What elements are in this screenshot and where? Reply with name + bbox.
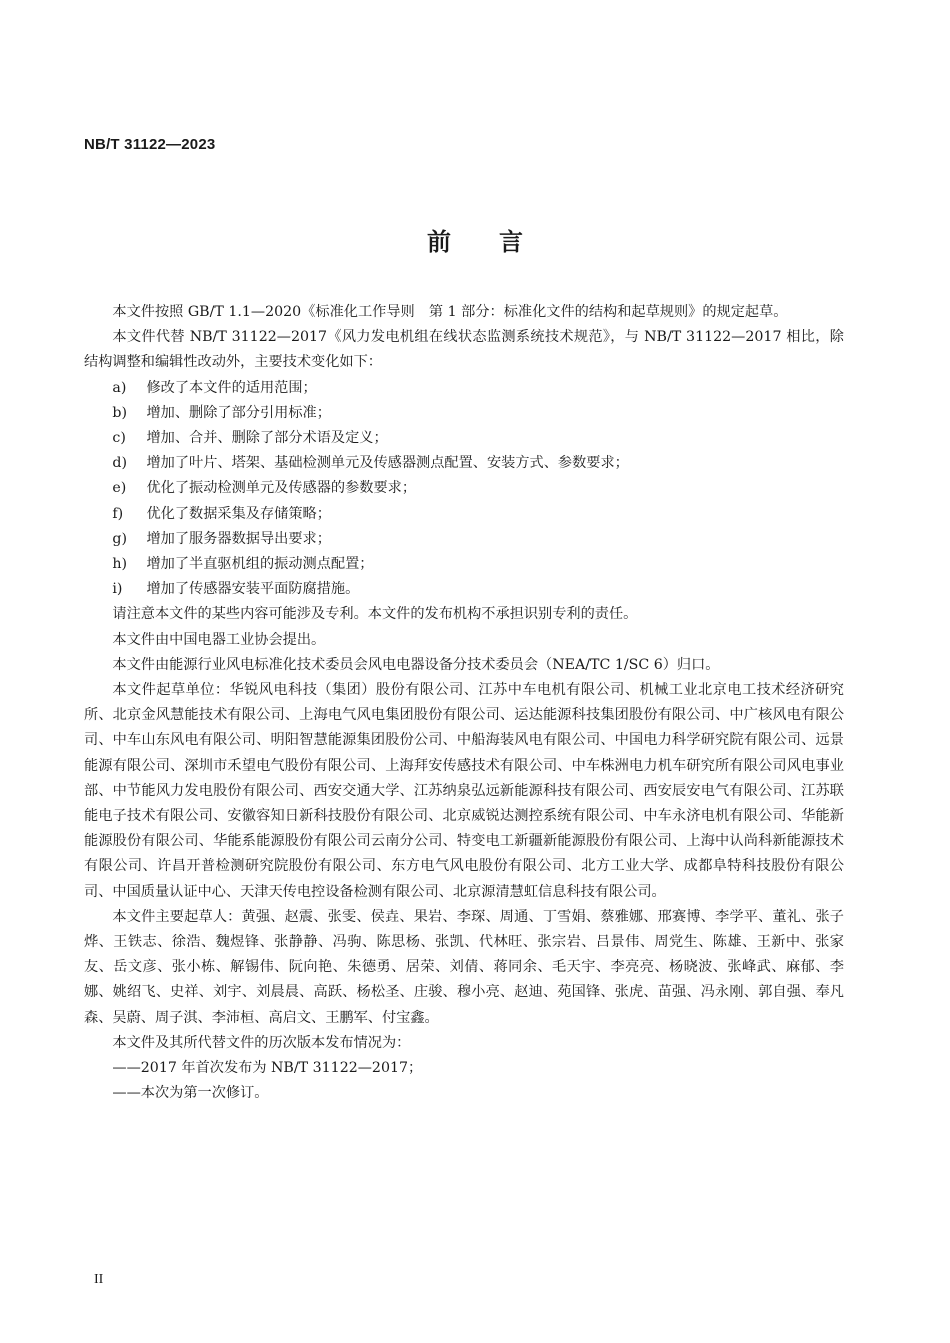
list-item — [84, 527, 844, 552]
list-marker: a) — [112, 379, 127, 396]
list-text: 增加了服务器数据导出要求； — [146, 530, 331, 547]
list-marker: b) — [112, 404, 128, 421]
list-text: 增加了叶片、塔架、基础检测单元及传感器测点配置、安装方式、参数要求； — [146, 455, 629, 472]
list-item — [84, 502, 844, 527]
paragraph-replacement: 本文件代替 NB/T 31122—2017《风力发电机组在线状态监测系统技术规范》，与 NB/T 31122—2017 相比，除结构调整和编辑性改动外，主要技术变化如下： — [84, 329, 844, 371]
changes-list — [84, 376, 844, 603]
list-marker: c) — [112, 430, 126, 447]
list-marker: f) — [112, 505, 124, 522]
list-text: 修改了本文件的适用范围； — [146, 379, 317, 396]
paragraph-proposer: 本文件由中国电器工业协会提出。 — [112, 631, 326, 648]
list-item — [84, 552, 844, 577]
list-item — [84, 451, 844, 476]
list-text: 增加了半直驱机组的振动测点配置； — [146, 556, 374, 573]
history-entry-first: ——2017 年首次发布为 NB/T 31122—2017； — [112, 1060, 423, 1077]
history-entry-current: ——本次为第一次修订。 — [112, 1085, 269, 1102]
list-item — [84, 401, 844, 426]
standard-code: NB/T 31122—2023 — [84, 136, 216, 153]
paragraph-drafters: 本文件主要起草人：黄强、赵震、张雯、侯垚、果岩、李琛、周通、丁雪娟、蔡雅娜、邢赛博、李学平、董礼、张子烨、王铁志、徐浩、魏煜锋、张静静、冯驹、陈思杨、张凯、代林旺、张宗岩、吕景伟、周党生、陈雄、王新中、张家友、岳文彦、张小栋、解锡伟、阮向艳、朱德勇、居荣、刘倩、蒋同余、毛天宇、李亮亮、杨晓波、张峰武、麻郁、李娜、姚绍飞、史祥、刘宇、刘晨晨、高跃、杨松圣、庄骏、穆小亮、赵迪、苑国锋、张虎、苗强、冯永刚、郭自强、奉凡森、吴蔚、周子淇、李沛桓、高启文、王鹏军、付宝鑫。 — [84, 908, 844, 1026]
paragraph-administrator: 本文件由能源行业风电标准化技术委员会风电电器设备分技术委员会（NEA/TC 1/SC 6）归口。 — [112, 656, 720, 673]
list-marker: h) — [112, 556, 128, 573]
list-text: 增加、合并、删除了部分术语及定义； — [146, 430, 388, 447]
list-text: 优化了数据采集及存储策略； — [146, 505, 331, 522]
list-item — [84, 476, 844, 501]
paragraph-patent-notice: 请注意本文件的某些内容可能涉及专利。本文件的发布机构不承担识别专利的责任。 — [112, 606, 638, 623]
page-title: 前言 — [427, 228, 571, 256]
list-item — [84, 376, 844, 401]
list-text: 优化了振动检测单元及传感器的参数要求； — [146, 480, 417, 497]
list-item — [84, 426, 844, 451]
paragraph-history-intro: 本文件及其所代替文件的历次版本发布情况为： — [112, 1034, 411, 1051]
list-marker: d) — [112, 455, 128, 472]
list-text: 增加了传感器安装平面防腐措施。 — [146, 581, 360, 598]
foreword-body — [84, 300, 844, 1107]
paragraph-drafting-rules: 本文件按照 GB/T 1.1—2020《标准化工作导则 第 1 部分：标准化文件的结构和起草规则》的规定起草。 — [112, 304, 788, 320]
list-marker: g) — [112, 530, 128, 547]
paragraph-drafting-units: 本文件起草单位：华锐风电科技（集团）股份有限公司、江苏中车电机有限公司、机械工业北京电工技术经济研究所、北京金风慧能技术有限公司、上海电气风电集团股份有限公司、运达能源科技集团股份有限公司、中广核风电有限公司、中车山东风电有限公司、明阳智慧能源集团股份公司、中船海装风电有限公司、中国电力科学研究院有限公司、远景能源有限公司、深圳市禾望电气股份有限公司、上海拜安传感技术有限公司、中车株洲电力机车研究所有限公司风电事业部、中节能风力发电股份有限公司、西安交通大学、江苏纳泉弘远新能源科技有限公司、西安辰安电气有限公司、江苏联能电子技术有限公司、安徽容知日新科技股份有限公司、北京威锐达测控系统有限公司、中车永济电机有限公司、华能新能源股份有限公司、华能系能源股份有限公司云南分公司、特变电工新疆新能源股份有限公司、上海中认尚科新能源技术有限公司、许昌开普检测研究院股份有限公司、东方电气风电股份有限公司、北方工业大学、成都阜特科技股份有限公司、中国质量认证中心、天津天传电控设备检测有限公司、北京源清慧虹信息科技有限公司。 — [84, 682, 844, 900]
list-marker: e) — [112, 480, 127, 497]
list-item — [84, 577, 844, 602]
list-text: 增加、删除了部分引用标准； — [146, 404, 331, 421]
page-number: II — [94, 1272, 104, 1287]
list-marker: i) — [112, 581, 123, 598]
